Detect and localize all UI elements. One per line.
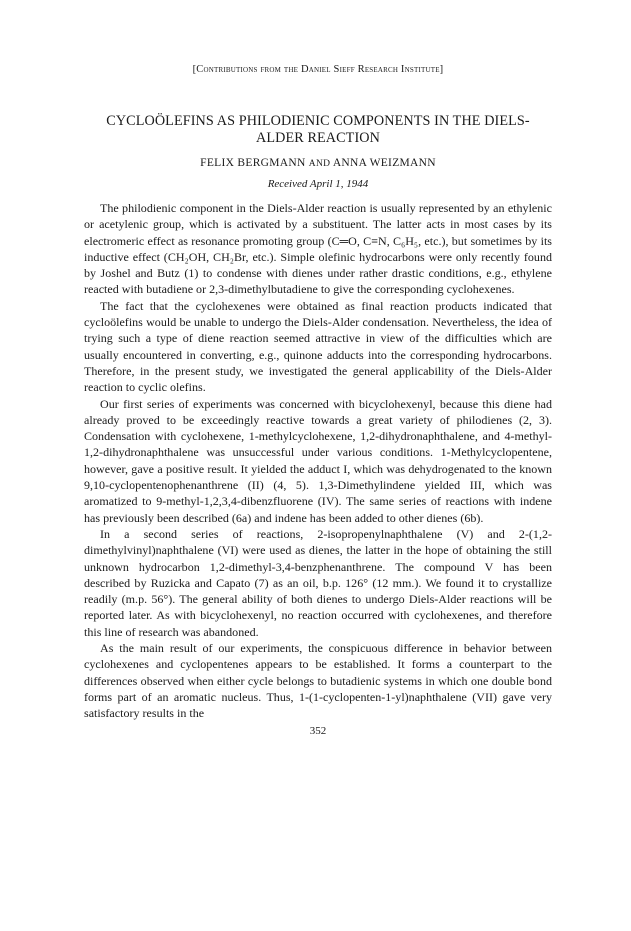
- body-paragraph: In a second series of reactions, 2-isopropenylnaphthalene (V) and 2-(1,2-dimethylvinyl)naphthalene (VI) were used as dienes, the latter in the hope of obtaining the still unknown hydrocarbon 1,2-dimethyl-3,4-benzphenanthrene. The compound V has been described by Ruzicka and Capato (7) as an oil, b.p. 126° (12 mm.). We found it to crystallize readily (m.p. 56°). The general ability of both dienes to undergo Diels-Alder reactions will be reported later. As with bicyclohexenyl, no reaction occurred with cyclohexenes, and therefore this line of research was abandoned.: [84, 526, 552, 639]
- article-body: [84, 200, 552, 722]
- received-date: Received April 1, 1944: [267, 178, 369, 190]
- page-number: 352: [309, 724, 327, 737]
- author-name: FELIX BERGMANN: [200, 157, 306, 169]
- article-title: CYCLOÖLEFINS AS PHILODIENIC COMPONENTS IN THE DIELS-ALDER REACTION: [106, 113, 530, 146]
- body-paragraph: Our first series of experiments was concerned with bicyclohexenyl, because this diene had already proved to be exceedingly reactive towards a great variety of philodienes (2, 3). Condensation with cyclohexene, 1-methylcyclohexene, 1,2-dihydronaphthalene, and 4-methyl-1,2-dihydronaphthalene was unsuccessful under various conditions. 1-Methylcyclopentene, however, gave a positive result. It yielded the adduct I, which was dehydrogenated to the known 9,10-cyclopentenophenanthrene (II) (4, 5). 1,3-Dimethylindene yielded III, which was aromatized to 9-methyl-1,2,3,4-dibenzfluorene (IV). The same series of reactions with indene has previously been described (6a) and indene has been added to other dienes (6b).: [84, 396, 552, 525]
- author-name: ANNA WEIZMANN: [332, 157, 436, 169]
- contributions-header: [Contributions from the Daniel Sieff Research Institute]: [192, 64, 444, 75]
- author-conjunction: AND: [308, 159, 331, 169]
- article-authors: [84, 157, 552, 169]
- body-paragraph: The fact that the cyclohexenes were obtained as final reaction products indicated that cycloölefins would be unable to undergo the Diels-Alder condensation. Nevertheless, the idea of trying such a type of diene reaction seemed attractive in view of the difficulties which are usually encountered in converting, e.g., quinone adducts into the corresponding hydrocarbons. Therefore, in the present study, we investigated the general applicability of the Diels-Alder reaction to cyclic olefins.: [84, 298, 552, 395]
- document-page: [84, 60, 552, 737]
- body-paragraph: The philodienic component in the Diels-Alder reaction is usually represented by an ethylenic or acetylenic group, which is activated by a substituent. The latter acts in most cases by its electromeric effect as resonance promoting group (C═O, C≡N, C₆H₅, etc.), but sometimes by its inductive effect (CH₂OH, CH₂Br, etc.). Simple olefinic hydrocarbons were only recently found by Joshel and Butz (1) to condense with dienes under rather drastic conditions, e.g., ethylene reacted with butadiene or 2,3-dimethylbutadiene to give the corresponding cyclohexenes.: [84, 201, 552, 297]
- body-paragraph: As the main result of our experiments, the conspicuous difference in behavior between cyclohexenes and cyclopentenes appears to be established. It forms a counterpart to the differences observed when either cycle belongs to butadienic systems in which one double bond forms part of an aromatic nucleus. Thus, 1-(1-cyclopenten-1-yl)naphthalene (VII) gave very satisfactory results in the: [84, 641, 552, 721]
